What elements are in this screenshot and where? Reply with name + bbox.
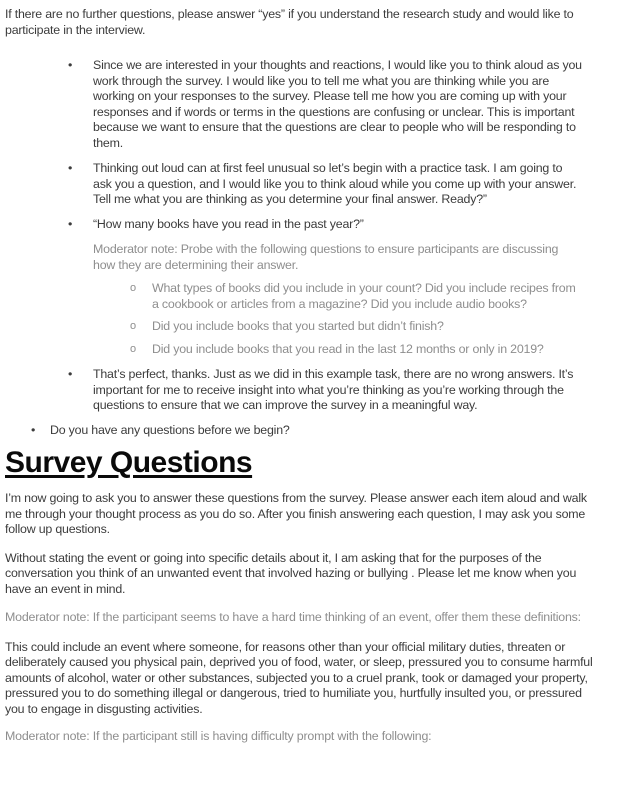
bullet-icon: • (68, 216, 73, 231)
bullet-text: Since we are interested in your thoughts and reactions, I would like you to think aloud as you work through the survey. I would like you to tell me what you are thinking while you are working on your responses to the survey. Please tell me how you are coming up with your responses and if words or terms in the questions are confusing or unclear. This is important because we want to ensure that the questions are clear to people who will be responding to them. (93, 58, 582, 150)
bullet-item-any-questions (31, 422, 590, 439)
bullet-text: Do you have any questions before we begin? (50, 422, 290, 437)
bullet-text: That’s perfect, thanks. Just as we did in this example task, there are no wrong answers. It’s important for me to receive insight into what you’re thinking as you’re working through the questions to ensure that we can improve the survey in a meaningful way. (93, 367, 574, 412)
section-heading-survey-questions (5, 446, 621, 480)
bullet-text: Thinking out loud can at first feel unusual so let’s begin with a practice task. I am going to ask you a question, and I would like you to think aloud while you come up with your answer. Tell me what you are thinking as you determine your final answer. Ready?” (93, 161, 577, 206)
bullet-icon: • (68, 367, 73, 381)
bullet-text: “How many books have you read in the past year?” (93, 216, 364, 231)
sub-bullet-time-frame (130, 341, 582, 358)
sub-bullet-text: Did you include books that you started but didn’t finish? (152, 319, 444, 333)
circle-bullet-icon: o (130, 282, 136, 294)
bullet-item-practice-question (68, 216, 583, 233)
heading-text: Survey Questions (5, 446, 253, 479)
sub-bullet-text: What types of books did you include in your count? Did you include recipes from a cookbook or articles from a magazine? Did you include audio books? (152, 281, 576, 311)
definitions-paragraph: This could include an event where someone, for reasons other than your official military duties, threaten or deliberately caused you physical pain, deprived you of food, water, or sleep, pressured you to consume harmful amounts of alcohol, water or other substances, subjected you to a cruel prank, took or damaged your property, pressured you to do something illegal or dangerous, tried to humiliate you, hurtfully insulted you, or pressured you to engage in disgusting activities. (5, 639, 593, 716)
bullet-icon: • (31, 422, 36, 437)
circle-bullet-icon: o (130, 320, 136, 332)
moderator-note-difficulty: Moderator note: If the participant still is having difficulty prompt with the following: (5, 729, 432, 743)
bullet-item-practice-task (68, 161, 583, 208)
event-prompt-paragraph: Without stating the event or going into specific details about it, I am asking that for the purposes of the conversation you think of an unwanted event that involved hazing or bullying . Please let me know when you have an event in mind. (5, 550, 577, 596)
sub-bullet-unfinished-books (130, 319, 582, 335)
section-intro-paragraph: I’m now going to ask you to answer these questions from the survey. Please answer each item aloud and walk me through your thought process as you do so. After you finish answering each question, I may ask you some follow up questions. (5, 491, 587, 536)
moderator-note-definitions: Moderator note: If the participant seems to have a hard time thinking of an event, offer them these definitions: (5, 610, 581, 624)
bullet-icon: • (68, 58, 73, 72)
circle-bullet-icon: o (130, 342, 136, 355)
bullet-icon: • (68, 161, 73, 175)
sub-bullet-text: Did you include books that you read in the last 12 months or only in 2019? (152, 341, 544, 356)
bullet-item-think-aloud (68, 58, 583, 151)
intro-paragraph: If there are no further questions, please answer “yes” if you understand the research study and would like to participate in the interview. (5, 7, 574, 37)
bullet-item-no-wrong-answers (68, 367, 583, 414)
sub-bullet-book-types (130, 281, 582, 312)
moderator-note-probe: Moderator note: Probe with the following questions to ensure participants are discussing how they are determining their answer. (93, 242, 559, 272)
